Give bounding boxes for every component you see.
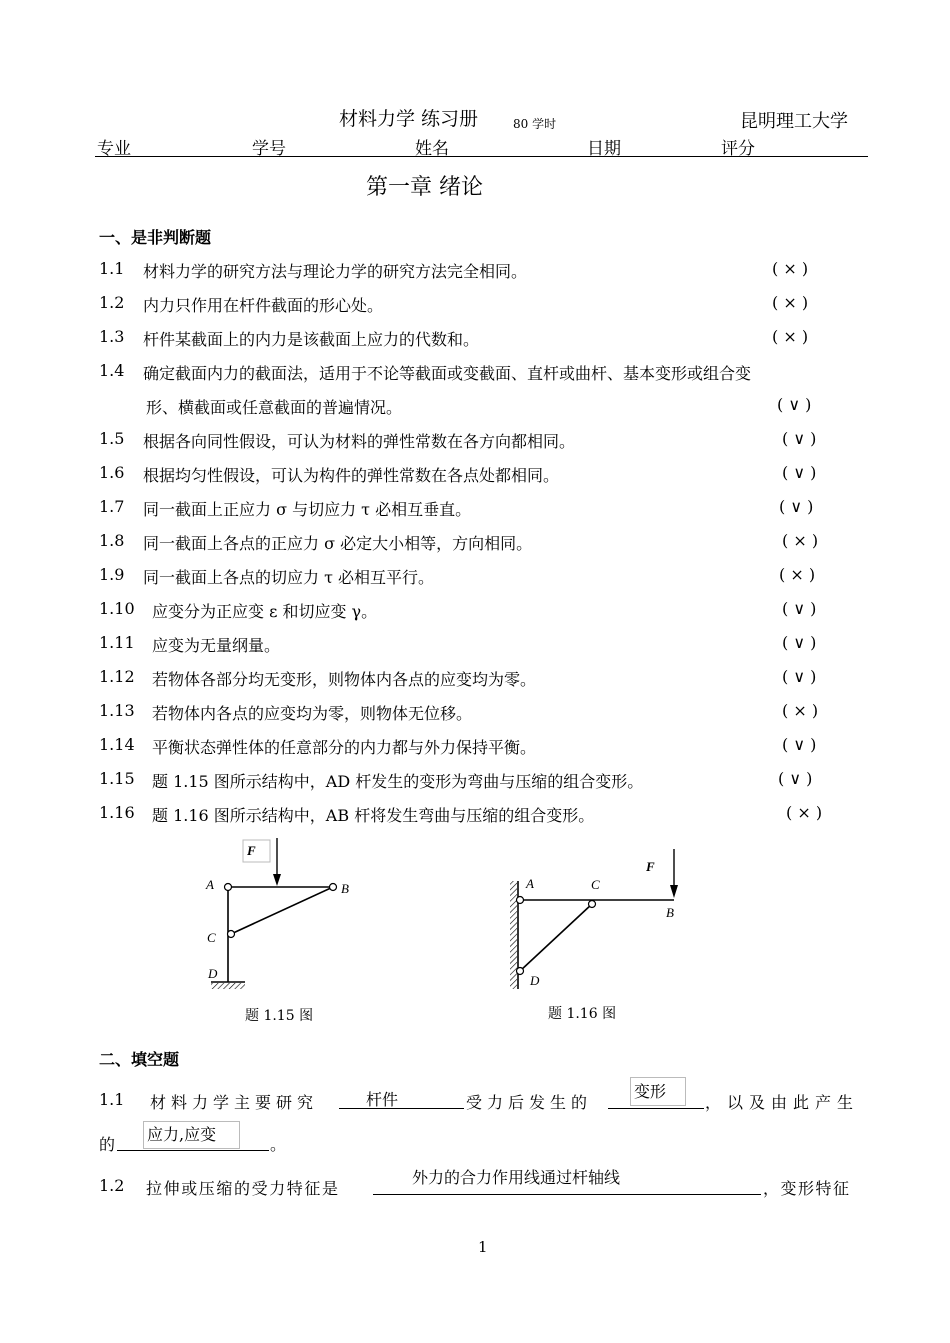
answer-blank (339, 1108, 464, 1109)
field-student-id: 学号 (252, 139, 286, 159)
filled-answer: 外力的合力作用线通过杆轴线 (412, 1168, 621, 1187)
answer-mark: ( × ) (782, 531, 819, 550)
question-text: 确定截面内力的截面法，适用于不论等截面或变截面、直杆或曲杆、基本变形或组合变 (143, 364, 752, 383)
question-number: 1.10 (99, 599, 135, 618)
point-label-a: A (526, 876, 534, 891)
hinge-a (517, 897, 524, 904)
question-text: ，变形特征 (763, 1179, 851, 1198)
course-hours: 80 学时 (513, 117, 557, 131)
question-number: 1.13 (99, 701, 135, 720)
figure-caption: 题 1.16 图 (548, 1006, 617, 1022)
force-arrowhead (273, 874, 281, 886)
question-text: 题 1.16 图所示结构中，AB 杆将发生弯曲与压缩的组合变形。 (152, 806, 595, 825)
point-label-c: C (207, 930, 216, 945)
figure-caption: 题 1.15 图 (245, 1008, 314, 1024)
question-text: 材料力学主要研究 (150, 1093, 319, 1112)
header-rule (95, 156, 868, 157)
answer-blank (117, 1150, 269, 1151)
question-text: 若物体各部分均无变形，则物体内各点的应变均为零。 (152, 670, 537, 689)
answer-mark: ( ∨ ) (782, 429, 817, 448)
figure-1-15 (195, 836, 365, 1001)
ground-hatch (211, 983, 245, 989)
answer-mark: ( × ) (772, 327, 809, 346)
filled-answer: 杆件 (366, 1090, 399, 1109)
answer-mark: ( ∨ ) (782, 667, 817, 686)
section-title: 一、是非判断题 (99, 228, 212, 247)
answer-mark: ( ∨ ) (782, 463, 817, 482)
question-row (99, 769, 869, 803)
question-text: 根据各向同性假设，可认为材料的弹性常数在各方向都相同。 (143, 432, 576, 451)
question-row (99, 259, 869, 293)
question-number: 1.11 (99, 633, 135, 652)
page-number: 1 (478, 1238, 488, 1256)
question-text: 若物体内各点的应变均为零，则物体无位移。 (152, 704, 473, 723)
hinge-a (225, 884, 232, 891)
question-row (99, 361, 869, 395)
question-number: 1.8 (99, 531, 125, 550)
question-row (99, 463, 869, 497)
hinge-b (330, 884, 337, 891)
question-text: 杆件某截面上的内力是该截面上应力的代数和。 (143, 330, 480, 349)
question-row (99, 497, 869, 531)
question-text: 题 1.15 图所示结构中，AD 杆发生的变形为弯曲与压缩的组合变形。 (152, 772, 644, 791)
answer-mark: ( ∨ ) (779, 497, 814, 516)
question-text: 应变分为正应变 ε 和切应变 γ。 (152, 602, 378, 621)
question-text: 形、横截面或任意截面的普遍情况。 (146, 398, 403, 417)
question-row (99, 701, 869, 735)
question-number: 1.7 (99, 497, 125, 516)
question-text: 同一截面上正应力 σ 与切应力 τ 必相互垂直。 (143, 500, 472, 519)
field-major: 专业 (97, 139, 131, 159)
hinge-d (517, 968, 524, 975)
strut-cb (231, 887, 333, 934)
answer-blank (608, 1108, 704, 1109)
field-date: 日期 (587, 139, 621, 159)
question-text: 根据均匀性假设，可认为构件的弹性常数在各点处都相同。 (143, 466, 560, 485)
question-row (99, 599, 869, 633)
question-row (99, 803, 869, 837)
answer-mark: ( ∨ ) (777, 395, 812, 414)
question-row (99, 531, 869, 565)
question-row (99, 565, 869, 599)
question-number: 1.14 (99, 735, 135, 754)
point-label-d: D (530, 973, 540, 988)
question-row (99, 633, 869, 667)
question-row-continued (99, 395, 869, 429)
section-title: 二、填空题 (99, 1050, 180, 1069)
question-text: ，以及由此产生 (705, 1093, 860, 1112)
question-text: 受力后发生的 (466, 1093, 593, 1112)
question-row (99, 667, 869, 701)
question-number: 1.1 (99, 259, 125, 278)
university-name: 昆明理工大学 (740, 111, 848, 132)
question-text: 拉伸或压缩的受力特征是 (146, 1179, 340, 1198)
field-score: 评分 (721, 139, 755, 159)
question-text: 同一截面上各点的正应力 σ 必定大小相等，方向相同。 (143, 534, 533, 553)
question-number: 1.6 (99, 463, 125, 482)
answer-mark: ( × ) (779, 565, 816, 584)
filled-answer-box: 应力,应变 (143, 1121, 240, 1149)
answer-mark: ( × ) (772, 293, 809, 312)
field-name: 姓名 (415, 139, 449, 159)
point-label-c: C (591, 877, 600, 892)
answer-mark: ( ∨ ) (782, 633, 817, 652)
question-row (99, 429, 869, 463)
force-arrowhead (670, 885, 678, 898)
answer-mark: ( ∨ ) (782, 735, 817, 754)
force-label: F (646, 859, 655, 874)
question-text: 平衡状态弹性体的任意部分的内力都与外力保持平衡。 (152, 738, 537, 757)
question-number: 1.2 (99, 1176, 125, 1195)
course-title: 材料力学 练习册 (339, 108, 479, 130)
answer-mark: ( × ) (782, 701, 819, 720)
question-number: 1.16 (99, 803, 135, 822)
force-label: F (247, 843, 256, 858)
question-number: 1.4 (99, 361, 125, 380)
hinge-c (589, 901, 596, 908)
question-text: 同一截面上各点的切应力 τ 必相互平行。 (143, 568, 435, 587)
question-number: 1.1 (99, 1090, 125, 1109)
question-text: 。 (270, 1135, 287, 1154)
point-label-d: D (208, 966, 218, 981)
wall-hatch (510, 881, 517, 989)
question-text: 的 (99, 1135, 116, 1154)
question-text: 应变为无量纲量。 (152, 636, 281, 655)
point-label-b: B (341, 881, 349, 896)
question-number: 1.3 (99, 327, 125, 346)
answer-mark: ( ∨ ) (782, 599, 817, 618)
answer-mark: ( × ) (786, 803, 823, 822)
hinge-c (228, 931, 235, 938)
question-text: 内力只作用在杆件截面的形心处。 (143, 296, 384, 315)
question-number: 1.2 (99, 293, 125, 312)
filled-answer-box: 变形 (630, 1077, 686, 1106)
question-number: 1.15 (99, 769, 135, 788)
point-label-b: B (666, 905, 674, 920)
point-label-a: A (206, 877, 214, 892)
strut-dc (520, 904, 592, 971)
question-row (99, 735, 869, 769)
answer-mark: ( ∨ ) (778, 769, 813, 788)
question-row (99, 327, 869, 361)
answer-blank (373, 1194, 761, 1195)
question-number: 1.5 (99, 429, 125, 448)
question-text: 材料力学的研究方法与理论力学的研究方法完全相同。 (143, 262, 528, 281)
question-number: 1.12 (99, 667, 135, 686)
chapter-title: 第一章 绪论 (366, 175, 483, 200)
answer-mark: ( × ) (772, 259, 809, 278)
question-number: 1.9 (99, 565, 125, 584)
question-row (99, 293, 869, 327)
